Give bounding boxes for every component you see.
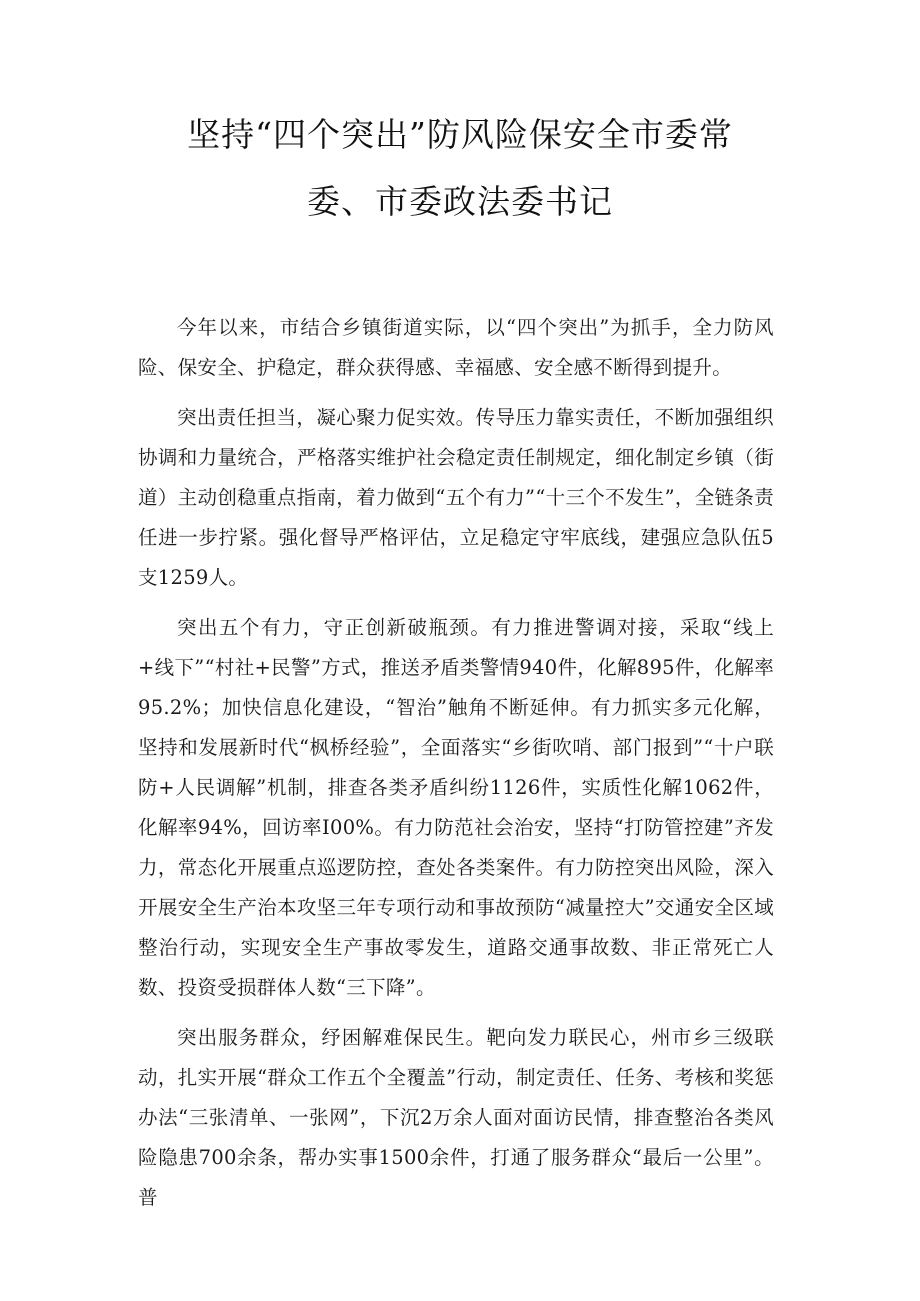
document-title-line-1: 坚持“四个突出”防风险保安全市委常: [187, 115, 733, 154]
paragraph-intro: 今年以来，市结合乡镇街道实际，以“四个突出”为抓手，全力防风险、保安全、护稳定，群众获得感、幸福感、安全感不断得到提升。: [138, 316, 774, 379]
document-title-line-2: 委、市委政法委书记: [307, 182, 613, 221]
paragraph-serve-masses: 突出服务群众，纾困解难保民生。靶向发力联民心，州市乡三级联动，扎实开展“群众工作五个全覆盖”行动，制定责任、任务、考核和奖惩办法“三张清单、一张网”，下沉2万余人面对面访民情，排查整治各类风险隐患700余条，帮办实事1500余件，打通了服务群众“最后一公里”。普: [138, 1026, 774, 1209]
document-body: [138, 308, 774, 1218]
paragraph-responsibility: 突出责任担当，凝心聚力促实效。传导压力靠实责任，不断加强组织协调和力量统合，严格落实维护社会稳定责任制规定，细化制定乡镇（街道）主动创稳重点指南，着力做到“五个有力”“十三个不发生”，全链条责任进一步拧紧。强化督导严格评估，立足稳定守牢底线，建强应急队伍5支1259人。: [138, 406, 774, 589]
paragraph-five-efforts: 突出五个有力，守正创新破瓶颈。有力推进警调对接，采取“线上+线下”“村社+民警”方式，推送矛盾类警情940件，化解895件，化解率95.2%；加快信息化建设，“智治”触角不断延伸。有力抓实多元化解，坚持和发展新时代“枫桥经验”，全面落实“乡街吹哨、部门报到”“十户联防+人民调解”机制，排查各类矛盾纠纷1126件，实质性化解1062件，化解率94%，回访率I00%。有力防范社会治安，坚持“打防管控建”齐发力，常态化开展重点巡逻防控，查处各类案件。有力防控突出风险，深入开展安全生产治本攻坚三年专项行动和事故预防“减量控大”交通安全区域整治行动，实现安全生产事故零发生，道路交通事故数、非正常死亡人数、投资受损群体人数“三下降”。: [138, 616, 774, 999]
